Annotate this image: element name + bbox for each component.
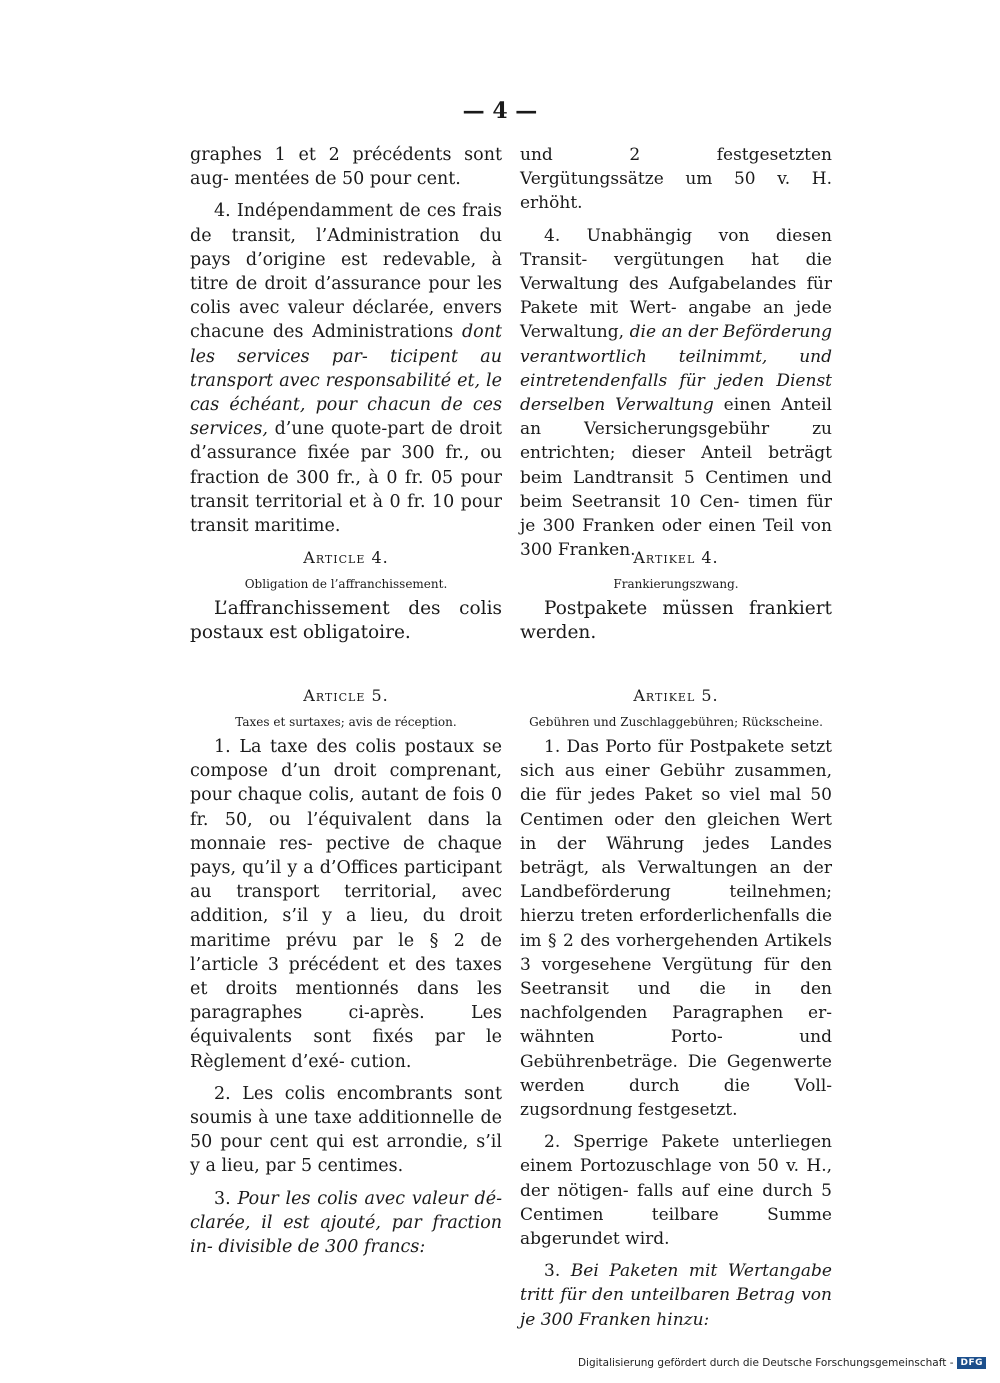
french-article-5-paragraph-2: 2. Les colis encombrants sont soumis à une taxe additionnelle de 50 pour cent qui est arrondie, s’il y a lieu, par 5 centimes.	[190, 1083, 502, 1177]
german-article-4-text: Postpakete müssen frankiert werden.	[520, 598, 832, 644]
french-article-5-subtitle: Taxes et surtaxes; avis de réception.	[235, 715, 457, 729]
footer-text: Digitalisierung gefördert durch die Deutsche Forschungsgemeinschaft -	[577, 1357, 954, 1369]
french-article-4-text: L’affranchissement des colis postaux est obligatoire.	[190, 598, 502, 644]
german-article-5-paragraph-3: 3. Bei Paketen mit Wertangabe tritt für den unteilbaren Betrag von je 300 Franken hinzu:	[520, 1261, 832, 1330]
french-article-4	[190, 548, 502, 653]
french-article-5-paragraph-3: 3. Pour les colis avec valeur dé- clarée, il est ajouté, par fraction in- divisible de 300 francs:	[190, 1188, 503, 1258]
german-article-5-paragraph-1: 1. Das Porto für Postpakete setzt sich aus einer Gebühr zusammen, die für jedes Paket so viel mal 50 Centimen oder den gleichen Wert in der Währung jedes Landes beträgt, als Verwaltungen an der Landbeförderung teilnehmen; hierzu treten erforderlichenfalls die im § 2 des vorhergehenden Artikels 3 vorgesehene Vergütung für den Seetransit und die in den nachfolgenden Paragraphen er- wähnten Porto- und Gebührenbeträge. Die Gegenwerte werden durch die Voll- zugsordnung festgesetzt.	[520, 737, 832, 1121]
french-column-top	[190, 143, 502, 546]
german-article-4-title: Artikel 4.	[633, 548, 719, 567]
page-number: — 4 —	[462, 98, 538, 124]
french-article-5	[190, 686, 502, 1267]
german-paragraph-4: 4. Unabhängig von diesen Transit- vergütungen hat die Verwaltung des Aufgabelandes für Pakete mit Wert- angabe an jede Verwaltung, die an der Beförderung verantwortlich teilnimmt, und eintretendenfalls für jeden Dienst derselben Verwaltung einen Anteil an Versicherungsgebühr zu entrichten; dieser Anteil beträgt beim Landtransit 5 Centimen und beim Seetransit 10 Cen- timen für je 300 Franken oder einen Teil von 300 Franken.	[520, 225, 832, 561]
german-article-4-subtitle: Frankierungszwang.	[613, 577, 739, 591]
french-article-4-subtitle: Obligation de l’affranchissement.	[244, 577, 448, 591]
french-article-5-title: Article 5.	[303, 686, 389, 705]
german-article-5-paragraph-2: 2. Sperrige Pakete unterliegen einem Portozuschlage von 50 v. H., der nötigen- falls auf eine durch 5 Centimen teilbare Summe abgerundet wird.	[520, 1132, 832, 1250]
dfg-logo-icon: DFG	[957, 1357, 986, 1369]
digitization-footer	[578, 1357, 986, 1369]
french-paragraph-continuation: graphes 1 et 2 précédents sont aug- mentées de 50 pour cent.	[190, 145, 502, 190]
german-paragraph-continuation: und 2 festgesetzten Vergütungssätze um 50 v. H. erhöht.	[520, 145, 832, 214]
german-article-5-subtitle: Gebühren und Zuschlaggebühren; Rückscheine.	[529, 715, 823, 729]
french-paragraph-4: 4. Indépendamment de ces frais de transit, l’Administration du pays d’origine est redevable, à titre de droit d’assurance pour les colis avec valeur déclarée, envers chacune des Administrations dont les services par- ticipent au transport avec responsabilité et, le cas échéant, pour chacun de ces services, d’une quote-part de droit d’assurance fixée par 300 fr., ou fraction de 300 fr., à 0 fr. 05 pour transit territorial et à 0 fr. 10 pour transit maritime.	[190, 201, 502, 537]
french-article-4-title: Article 4.	[303, 548, 389, 567]
german-column-top	[520, 143, 832, 570]
french-article-5-paragraph-1: 1. La taxe des colis postaux se compose d’un droit comprenant, pour chaque colis, autant de fois 0 fr. 50, ou l’équivalent dans la monnaie res- pective de chaque pays, qu’il y a d’Offices participant au transport territorial, avec addition, s’il y a lieu, du droit maritime prévu par le § 2 de l’article 3 précédent et des taxes et droits mentionnés dans les paragraphes ci-après. Les équivalents sont fixés par le Règlement d’exé- cution.	[190, 737, 502, 1072]
german-article-4	[520, 548, 832, 653]
german-article-5-title: Artikel 5.	[633, 686, 719, 705]
german-article-5	[520, 686, 832, 1340]
